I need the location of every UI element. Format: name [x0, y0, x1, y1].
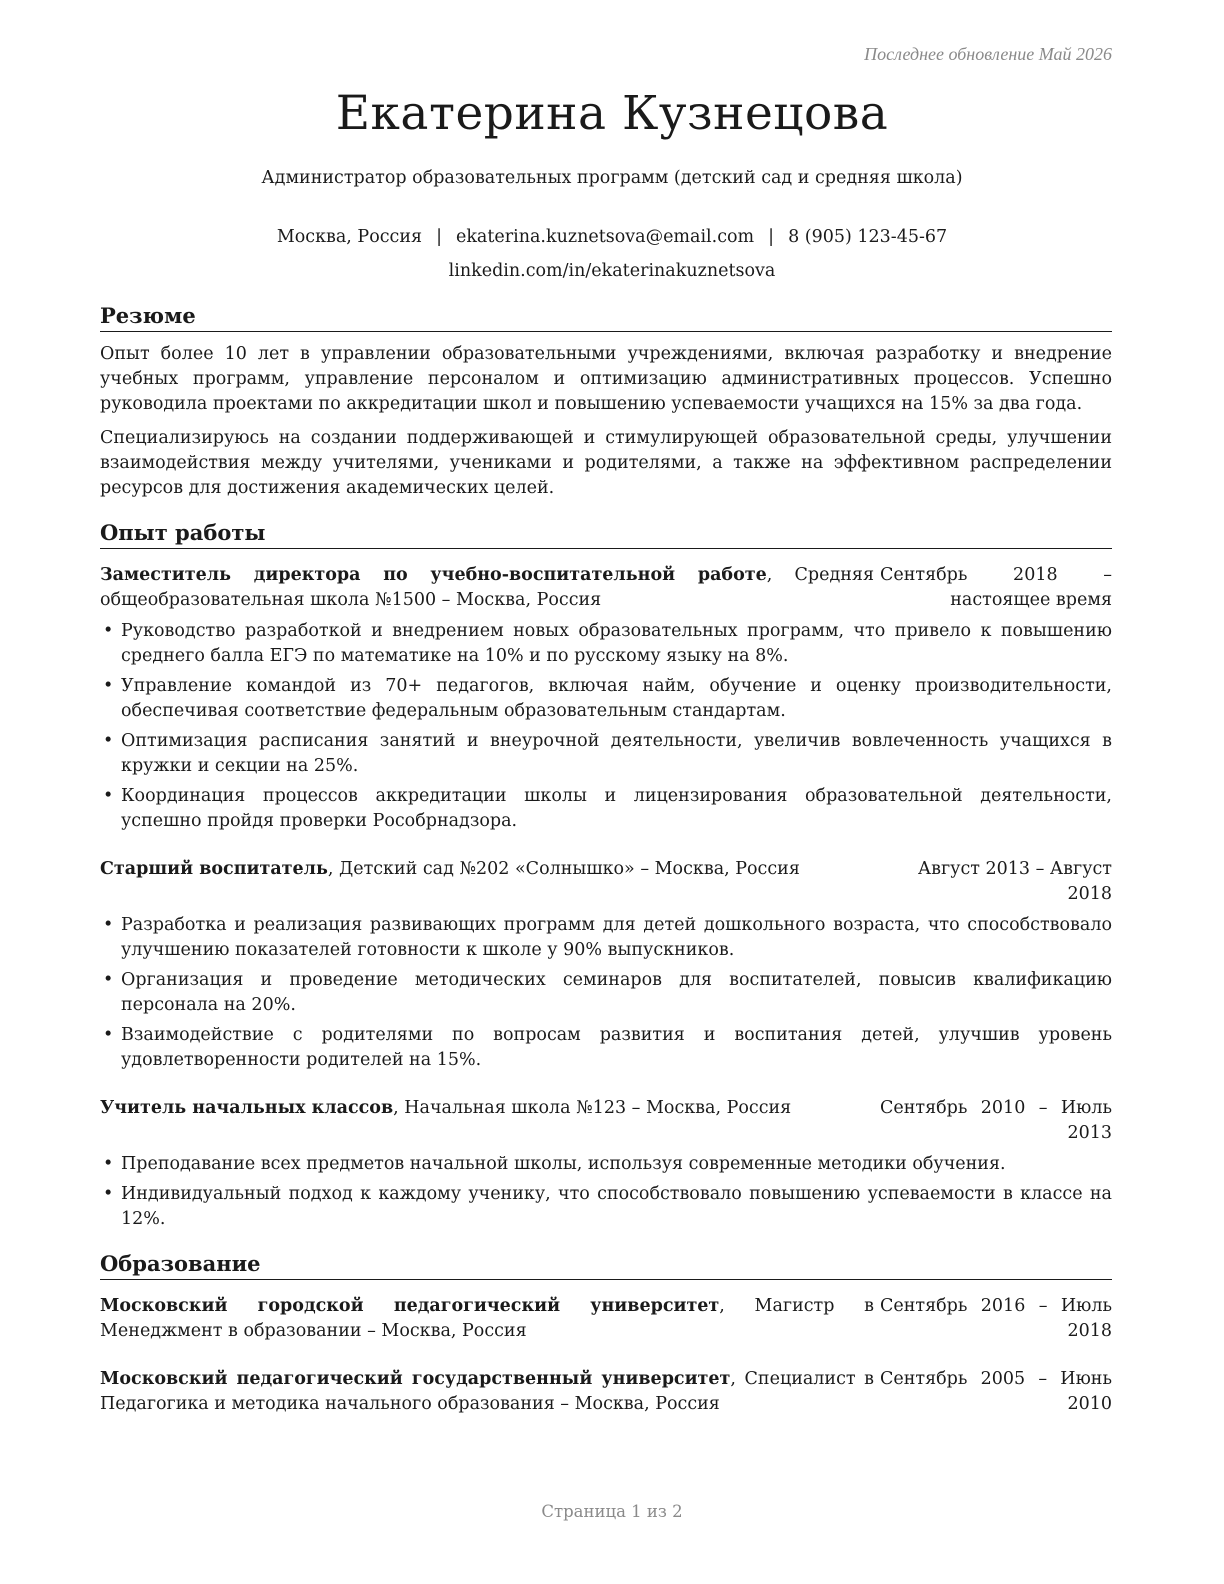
- summary-paragraph: Опыт более 10 лет в управлении образовательными учреждениями, включая разработку и внедрение учебных программ, управление персоналом и оптимизацию административных процессов. Успешно руководила проектами по аккредитации школ и повышению успеваемости учащихся на 15% за два года.: [100, 344, 1112, 414]
- achievement-item: • Разработка и реализация развивающих программ для детей дошкольного возраста, что способствовало улучшению показателей готовности к школе у 90% выпускников.: [100, 913, 1112, 963]
- achievement-item: • Организация и проведение методических семинаров для воспитателей, повысив квалификацию персонала на 20%.: [100, 968, 1112, 1018]
- job-info: [100, 563, 874, 613]
- job-achievements: [100, 913, 1112, 1073]
- achievement-item: • Управление командой из 70+ педагогов, включая найм, обучение и оценку производительности, обеспечивая соответствие федеральным образовательным стандартам.: [100, 674, 1112, 724]
- job-entry: [100, 563, 1112, 834]
- contact-line: [0, 220, 1224, 254]
- achievement-item: • Преподавание всех предметов начальной школы, используя современные методики обучения.: [100, 1152, 1112, 1177]
- candidate-title: Администратор образовательных программ (детский сад и средняя школа): [261, 168, 963, 188]
- section-title-summary: Резюме: [100, 302, 1112, 332]
- job-place: , Начальная школа №123 – Москва, Россия: [393, 1098, 792, 1118]
- job-info: [100, 857, 874, 907]
- job-dates: Сентябрь 2010 – Июль 2013: [880, 1098, 1112, 1143]
- job-position: Заместитель директора по учебно-воспитательной работе: [100, 565, 767, 585]
- section-title-experience: Опыт работы: [100, 519, 1112, 549]
- achievement-item: • Взаимодействие с родителями по вопросам развития и воспитания детей, улучшив уровень удовлетворенности родителей на 15%.: [100, 1023, 1112, 1073]
- education-entry: [100, 1294, 1112, 1344]
- job-info: [100, 1096, 874, 1146]
- summary-paragraph: Специализируюсь на создании поддерживающей и стимулирующей образовательной среды, улучшении взаимодействия между учителями, учениками и родителями, а также на эффективном распределении ресурсов для достижения академических целей.: [100, 428, 1112, 498]
- job-dates: Август 2013 – Август 2018: [917, 859, 1112, 904]
- education-info: [100, 1367, 874, 1417]
- education-dates: Сентябрь 2016 – Июль 2018: [880, 1296, 1112, 1341]
- job-position: Старший воспитатель: [100, 859, 328, 879]
- education-info: [100, 1294, 874, 1344]
- school-name: Московский педагогический государственный университет: [100, 1369, 731, 1389]
- education-section: [100, 1250, 1112, 1417]
- section-title-education: Образование: [100, 1250, 1112, 1280]
- page-number: Страница 1 из 2: [541, 1502, 683, 1521]
- education-entry: [100, 1367, 1112, 1417]
- resume-body: [100, 302, 1112, 1435]
- job-header: [100, 563, 1112, 613]
- job-achievements: [100, 1152, 1112, 1232]
- achievement-item: • Координация процессов аккредитации школы и лицензирования образовательной деятельности, успешно пройдя проверки Рособрнадзора.: [100, 784, 1112, 834]
- job-position: Учитель начальных классов: [100, 1098, 394, 1118]
- education-header: [100, 1367, 1112, 1417]
- contact-info: [0, 220, 1224, 288]
- phone[interactable]: 8 (905) 123-45-67: [788, 227, 948, 247]
- job-header: [100, 857, 1112, 907]
- job-dates: Сентябрь 2018 – настоящее время: [880, 565, 1112, 610]
- summary-section: [100, 302, 1112, 501]
- achievement-item: • Индивидуальный подход к каждому ученику, что способствовало повышению успеваемости в классе на 12%.: [100, 1182, 1112, 1232]
- linkedin-link[interactable]: linkedin.com/in/ekaterinakuznetsova: [448, 261, 776, 281]
- school-name: Московский городской педагогический университет: [100, 1296, 720, 1316]
- experience-section: [100, 519, 1112, 1232]
- job-header: [100, 1096, 1112, 1146]
- job-entry: [100, 1096, 1112, 1232]
- job-entry: [100, 857, 1112, 1073]
- last-updated-note: Последнее обновление Май 2026: [864, 44, 1112, 64]
- separator: |: [436, 227, 442, 247]
- degree: , Специалист в Педагогика и методика начального образования – Москва, Россия: [100, 1369, 874, 1414]
- achievement-item: • Оптимизация расписания занятий и внеурочной деятельности, увеличив вовлеченность учащихся в кружки и секции на 25%.: [100, 729, 1112, 779]
- separator: |: [768, 227, 775, 247]
- education-dates: Сентябрь 2005 – Июнь 2010: [880, 1369, 1112, 1414]
- job-place: , Средняя общеобразовательная школа №1500 – Москва, Россия: [100, 565, 874, 610]
- job-achievements: [100, 619, 1112, 834]
- achievement-item: • Руководство разработкой и внедрением новых образовательных программ, что привело к повышению среднего балла ЕГЭ по математике на 10% и по русскому языку на 8%.: [100, 619, 1112, 669]
- job-place: , Детский сад №202 «Солнышко» – Москва, Россия: [327, 859, 800, 879]
- degree: , Магистр в Менеджмент в образовании – Москва, Россия: [100, 1296, 874, 1341]
- email-link[interactable]: ekaterina.kuznetsova@email.com: [455, 227, 755, 247]
- education-header: [100, 1294, 1112, 1344]
- candidate-name: Екатерина Кузнецова: [335, 86, 889, 141]
- location: Москва, Россия: [276, 227, 423, 247]
